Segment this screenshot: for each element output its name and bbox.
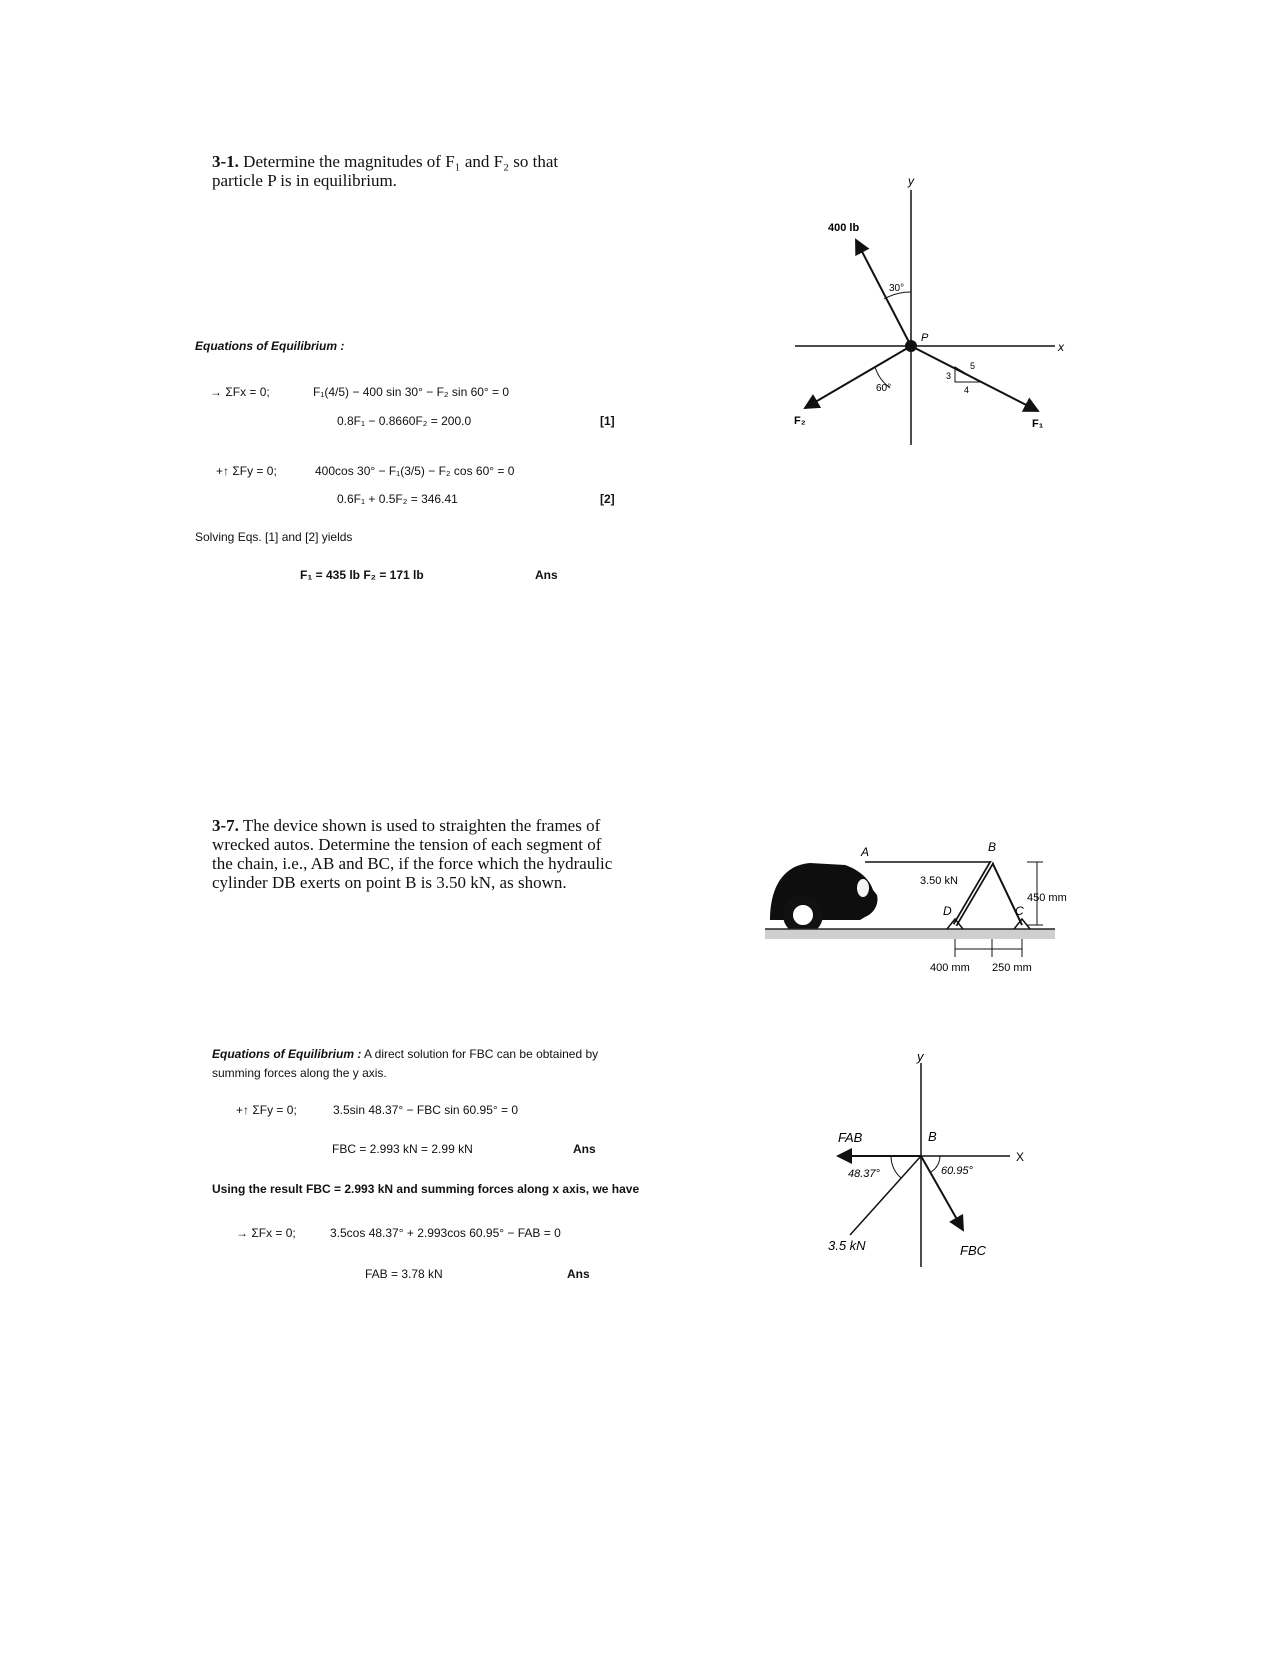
eq-1-number: [1] [600,414,615,428]
cylinder-db-inner [955,862,992,925]
eq-sum-fy-label: +↑ ΣFy = 0; [216,464,277,478]
slope-5: 5 [970,361,976,371]
force-400-label: 400 lb [828,222,860,234]
y-axis-label: y [908,175,914,188]
problem-text: The device shown is used to straighten the frames of wrecked autos. Determine the tension of each segment of the chain, i.e., AB and BC, if the force which the hydraulic cylinder DB exerts on point B is 3.50 kN, as shown. [212,816,613,892]
problem-3-7-statement [212,816,614,892]
fbd-x-label: X [1016,1150,1025,1164]
point-b-label: B [928,1129,937,1144]
eq-2-simplified: 0.6F₁ + 0.5F₂ = 346.41 [337,492,458,506]
problem-number: 3-7. [212,816,239,835]
ground [765,929,1055,939]
f1-label: F₁ [1032,418,1044,430]
point-c-label: C [1015,904,1024,918]
fbc-label: FBC [960,1243,986,1258]
eq-1-simplified: 0.8F₁ − 0.8660F₂ = 200.0 [337,414,472,428]
fab-result: FAB = 3.78 kN [365,1267,443,1281]
height-label: 450 mm [1027,892,1067,904]
equilibrium-heading: Equations of Equilibrium : [212,1047,362,1061]
x-axis-label: x [1058,340,1064,354]
equilibrium-heading-3-7 [212,1045,632,1083]
point-b-label: B [988,840,997,854]
eq-2-number: [2] [600,492,615,506]
point-d-label: D [943,904,952,918]
eq-sum-fx-label: → ΣFx = 0; [236,1226,296,1240]
fbc-result: FBC = 2.993 kN = 2.99 kN [332,1142,473,1156]
result-values: F₁ = 435 lb F₂ = 171 lb [300,568,424,582]
answer-label-1: Ans [573,1142,596,1156]
heading-text: A direct solution for FBC can be obtained by summing forces along the y axis. [212,1047,599,1080]
eq-sum-fx-label: → ΣFx = 0; [210,385,270,399]
equilibrium-heading: Equations of Equilibrium : [195,339,345,353]
angle-30-label: 30° [889,283,905,294]
dim-400-label: 400 mm [930,962,970,974]
force-3-5-label: 3.5 kN [828,1238,866,1253]
angle-60-label: 60° [876,383,892,394]
angle-60-arc [931,1156,940,1172]
slope-3: 3 [946,371,952,381]
angle-60-label: 60.95° [941,1165,973,1177]
angle-48-label: 48.37° [848,1168,880,1180]
car-hub [792,904,814,926]
angle-48-arc [891,1156,901,1178]
problem-3-1-statement [212,152,602,190]
p-label: P [921,332,929,344]
force-label: 3.50 kN [920,875,958,887]
f2-label: F₂ [794,415,806,427]
using-result-text: Using the result FBC = 2.993 kN and summing forces along x axis, we have [212,1182,640,1196]
eq-sum-fx: F₁(4/5) − 400 sin 30° − F₂ sin 60° = 0 [313,385,510,399]
car-headlight [857,879,869,897]
point-a-label: A [861,845,870,859]
answer-label-2: Ans [567,1267,590,1281]
slope-triangle [955,367,980,382]
problem-text: Determine the magnitudes of F₁ and F₂ so that particle P is in equilibrium. [212,152,559,190]
f2-arrow [805,346,911,408]
figure-3-1 [780,175,1080,455]
answer-label: Ans [535,568,558,582]
fab-label: FAB [838,1130,863,1145]
eq-sum-fy-label: +↑ ΣFy = 0; [236,1103,297,1117]
fbd-y-label: y [917,1049,924,1064]
free-body-diagram [820,1045,1040,1275]
solving-text: Solving Eqs. [1] and [2] yields [195,530,353,544]
eq-sum-fx: 3.5cos 48.37° + 2.993cos 60.95° − FAB = 0 [330,1226,561,1240]
slope-4: 4 [964,385,970,395]
problem-number: 3-1. [212,152,239,171]
dim-250-label: 250 mm [992,962,1032,974]
figure-3-7 [765,835,1085,975]
eq-sum-fy: 3.5sin 48.37° − FBC sin 60.95° = 0 [333,1103,519,1117]
eq-sum-fy: 400cos 30° − F₁(3/5) − F₂ cos 60° = 0 [315,464,515,478]
